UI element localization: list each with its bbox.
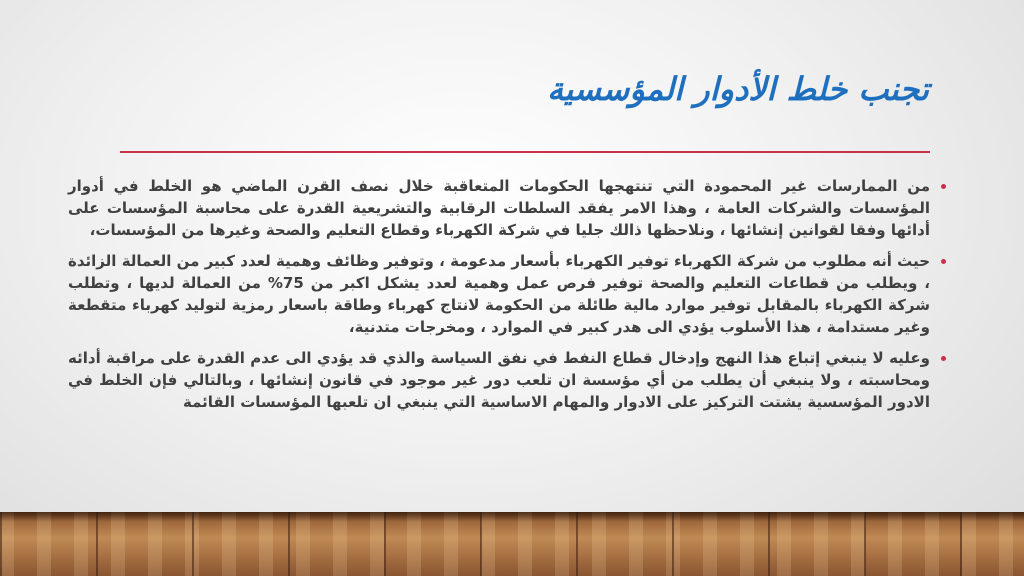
slide-content — [68, 175, 946, 422]
bullet-text: من الممارسات غير المحمودة التي تنتهجها الحكومات المتعاقبة خلال نصف القرن الماضي هو الخلط في أدوار المؤسسات والشركات العامة ، وهذا الامر يفقد السلطات الرقابية والتشريعية القدرة على محاسبة المؤسسات على أدائها وفقا لقوانين إنشائها ، ونلاحظها ذالك جليا في شركة الكهرباء وقطاع التعليم والصحة وغيرها من المؤسسات، — [68, 177, 930, 239]
bullet-dot-icon — [941, 259, 946, 264]
bullet-item — [68, 347, 946, 413]
slide-title: تجنب خلط الأدوار المؤسسية — [547, 70, 929, 108]
bullet-text: حيث أنه مطلوب من شركة الكهرباء توفير الكهرباء بأسعار مدعومة ، وتوفير وظائف وهمية لعدد كبير من العمالة الزائدة ، ويطلب من قطاعات التعليم والصحة توفير فرص عمل وهمية لعدد يشكل اكبر من 75% من العمالة لديها ، وتطلب شركة الكهرباء بالمقابل توفير موارد مالية طائلة من الحكومة لانتاج كهرباء وطاقة باسعار رمزية لتوليد كهرباء متقطعة وغير مستدامة ، هذا الأسلوب يؤدي الى هدر كبير في الموارد ، ومخرجات متدنية، — [68, 252, 930, 336]
bullet-dot-icon — [941, 184, 946, 189]
floor-shadow — [0, 512, 1024, 522]
title-divider — [120, 151, 930, 153]
wood-floor-decoration — [0, 512, 1024, 576]
bullet-dot-icon — [941, 356, 946, 361]
bullet-item — [68, 175, 946, 241]
bullet-item — [68, 250, 946, 338]
bullet-text: وعليه لا ينبغي إتباع هذا النهج وإدخال قطاع النفط في نفق السياسة والذي قد يؤدي الى عدم القدرة على مراقبة أدائه ومحاسبته ، ولا ينبغي أن يطلب من أي مؤسسة ان تلعب دور غير موجود في قانون إنشائها ، وبالتالي فإن الخلط في الادور المؤسسية يشتت التركيز على الادوار والمهام الاساسية التي ينبغي ان تلعبها المؤسسات القائمة — [68, 349, 930, 411]
